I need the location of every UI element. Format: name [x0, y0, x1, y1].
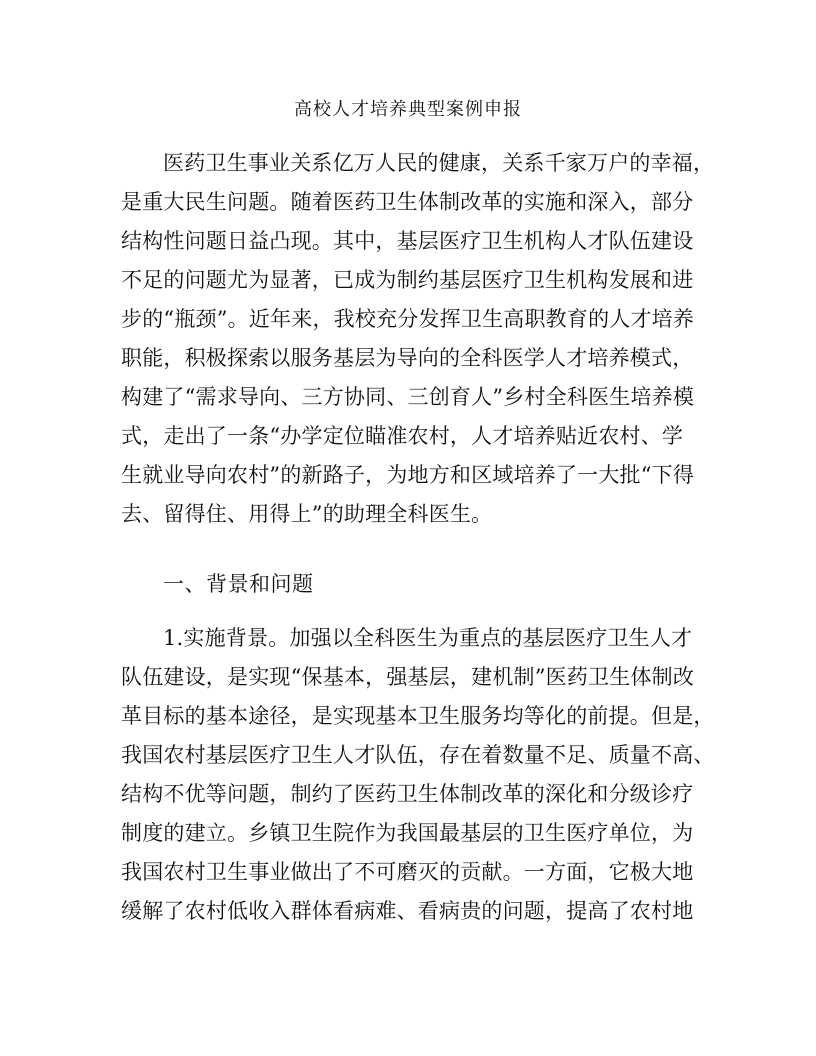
- text-line: 生就业导向农村”的新路子，为地方和区域培养了一大批“下得: [121, 463, 695, 487]
- paragraph-background: [121, 619, 715, 931]
- text-line: 结构不优等问题，制约了医药卫生体制改革的深化和分级诊疗: [121, 782, 694, 806]
- text-line: 我国农村卫生事业做出了不可磨灭的贡献。一方面，它极大地: [121, 860, 694, 884]
- text-line: 结构性问题日益凸现。其中，基层医疗卫生机构人才队伍建设: [121, 229, 694, 253]
- text-line: 去、留得住、用得上”的助理全科医生。: [121, 502, 493, 526]
- text-line: 式，走出了一条“办学定位瞄准农村，人才培养贴近农村、学: [121, 424, 684, 448]
- text-line: 制度的建立。乡镇卫生院作为我国最基层的卫生医疗单位，为: [121, 821, 694, 845]
- text-line: 不足的问题尤为显著，已成为制约基层医疗卫生机构发展和进: [121, 268, 694, 292]
- paragraph-intro: [121, 144, 715, 534]
- text-line: 医药卫生事业关系亿万人民的健康，关系千家万户的幸福，: [163, 151, 715, 175]
- text-line: 缓解了农村低收入群体看病难、看病贵的问题，提高了农村地: [121, 899, 694, 923]
- section-heading: 一、背景和问题: [163, 572, 314, 596]
- document-title: 高校人才培养典型案例申报: [294, 99, 522, 120]
- text-line: 我国农村基层医疗卫生人才队伍，存在着数量不足、质量不高、: [121, 743, 715, 767]
- text-line: 队伍建设，是实现“保基本，强基层，建机制”医药卫生体制改: [121, 665, 695, 689]
- text-line: 步的“瓶颈”。近年来，我校充分发挥卫生高职教育的人才培养: [121, 307, 695, 331]
- text-line: 是重大民生问题。随着医药卫生体制改革的实施和深入，部分: [121, 190, 694, 214]
- text-line: 职能，积极探索以服务基层为导向的全科医学人才培养模式，: [121, 346, 694, 370]
- text-line: 1.实施背景。加强以全科医生为重点的基层医疗卫生人才: [163, 626, 693, 650]
- text-line: 构建了“需求导向、三方协同、三创育人”乡村全科医生培养模: [121, 385, 695, 409]
- text-line: 革目标的基本途径，是实现基本卫生服务均等化的前提。但是，: [121, 704, 715, 728]
